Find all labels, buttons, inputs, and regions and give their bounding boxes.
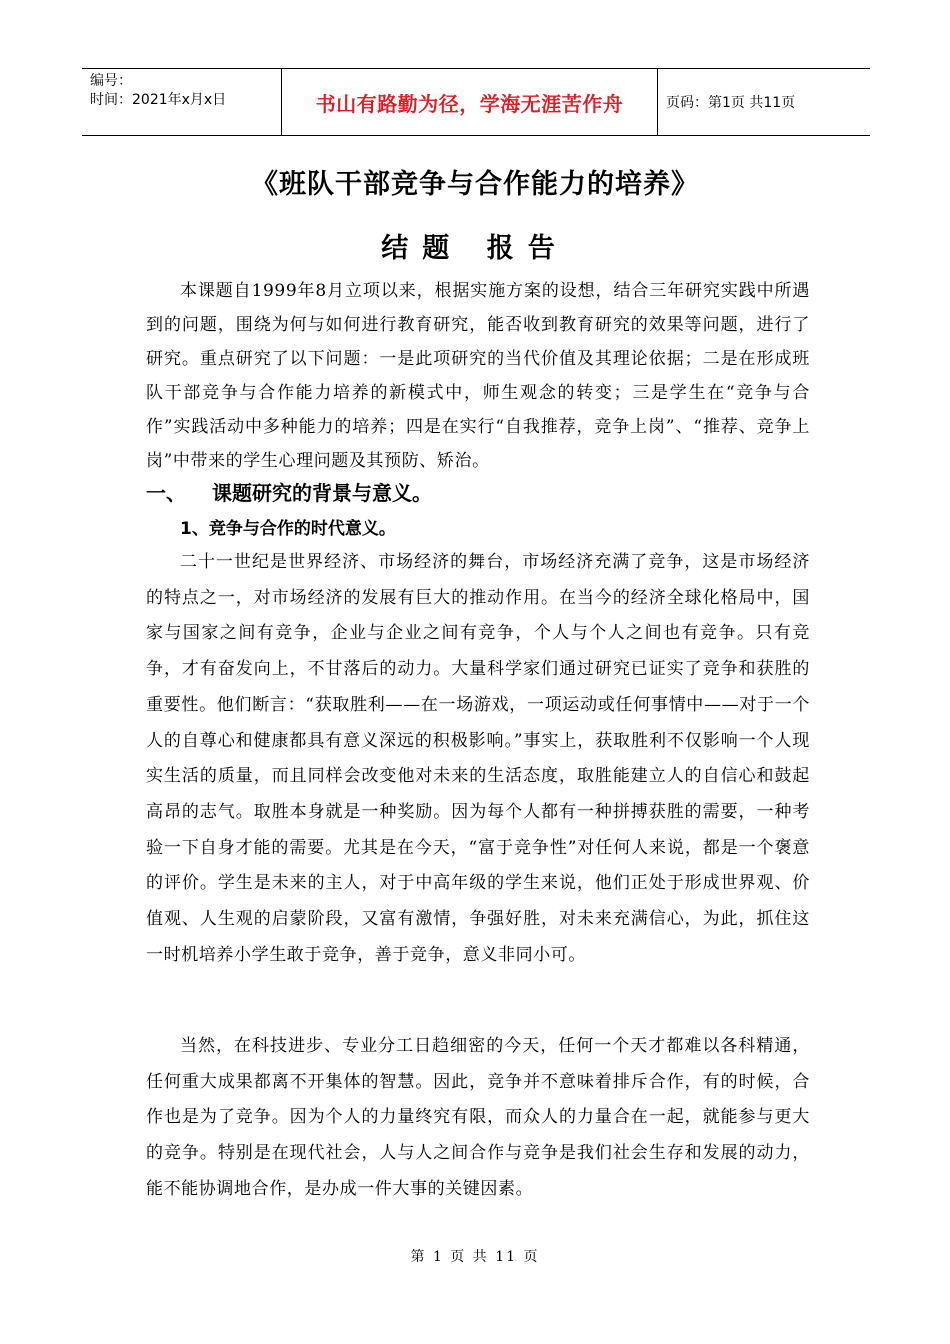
page-footer: 第 1 页 共 11 页 xyxy=(410,1249,540,1265)
number-label: 编号： xyxy=(90,73,132,89)
document-subtitle: 结题 报告 xyxy=(381,233,569,264)
section-title: 课题研究的背景与意义。 xyxy=(212,481,432,505)
time-label: 时间：2021年x月x日 xyxy=(90,92,227,108)
section-heading xyxy=(146,476,810,510)
document-header xyxy=(82,68,870,136)
paragraph-block-3 xyxy=(146,1029,810,1208)
header-motto: 书山有路勤为径，学海无涯苦作舟 xyxy=(282,69,658,135)
body-paragraph: 二十一世纪是世界经济、市场经济的舞台，市场经济充满了竞争，这是市场经济的特点之一，对市场经济的发展有巨大的推动作用。在当今的经济全球化格局中，国家与国家之间有竞争，企业与企业之间有竞争，个人与个人之间也有竞争。只有竞争，才有奋发向上，不甘落后的动力。大量科学家们通过研究已证实了竞争和获胜的重要性。他们断言：“获取胜利——在一场游戏，一项运动或任何事情中——对于一个人的自尊心和健康都具有意义深远的积极影响。”事实上，获取胜利不仅影响一个人现实生活的质量，而且同样会改变他对未来的生活态度，取胜能建立人的自信心和鼓起高昂的志气。取胜本身就是一种奖励。因为每个人都有一种拼搏获胜的需要，一种考验一下自身才能的需要。尤其是在今天，“富于竞争性”对任何人来说，都是一个褒意的评价。学生是未来的主人，对于中高年级的学生来说，他们正处于形成世界观、价值观、人生观的启蒙阶段，又富有激情，争强好胜，对未来充满信心，为此，抓住这一时机培养小学生敢于竞争，善于竞争，意义非同小可。 xyxy=(146,552,810,965)
document-title: 《班队干部竞争与合作能力的培养》 xyxy=(251,169,699,200)
paragraph-block-2 xyxy=(146,545,810,973)
body-paragraph: 当然，在科技进步、专业分工日趋细密的今天，任何一个天才都难以各科精通，任何重大成果都离不开集体的智慧。因此，竞争并不意味着排斥合作，有的时候，合作也是为了竞争。因为个人的力量终究有限，而众人的力量合在一起，就能参与更大的竞争。特别是在现代社会，人与人之间合作与竞争是我们社会生存和发展的动力，能不能协调地合作，是办成一件大事的关键因素。 xyxy=(146,1036,810,1199)
section-number: 一、 xyxy=(146,481,186,505)
header-page-info: 页码：第1页 共11页 xyxy=(666,95,796,111)
subsection-heading: 1、竞争与合作的时代意义。 xyxy=(180,519,396,539)
header-left-cell xyxy=(82,69,282,135)
intro-paragraph: 本课题自1999年8月立项以来，根据实施方案的设想，结合三年研究实践中所遇到的问题，围绕为何与如何进行教育研究，能否收到教育研究的效果等问题，进行了研究。重点研究了以下问题：一是此项研究的当代价值及其理论依据；二是在形成班队干部竞争与合作能力培养的新模式中，师生观念的转变；三是学生在“竞争与合作”实践活动中多种能力的培养；四是在实行“自我推荐，竞争上岗”、“推荐、竞争上岗”中带来的学生心理问题及其预防、矫治。 xyxy=(146,281,810,471)
intro-paragraph-block xyxy=(146,274,810,478)
